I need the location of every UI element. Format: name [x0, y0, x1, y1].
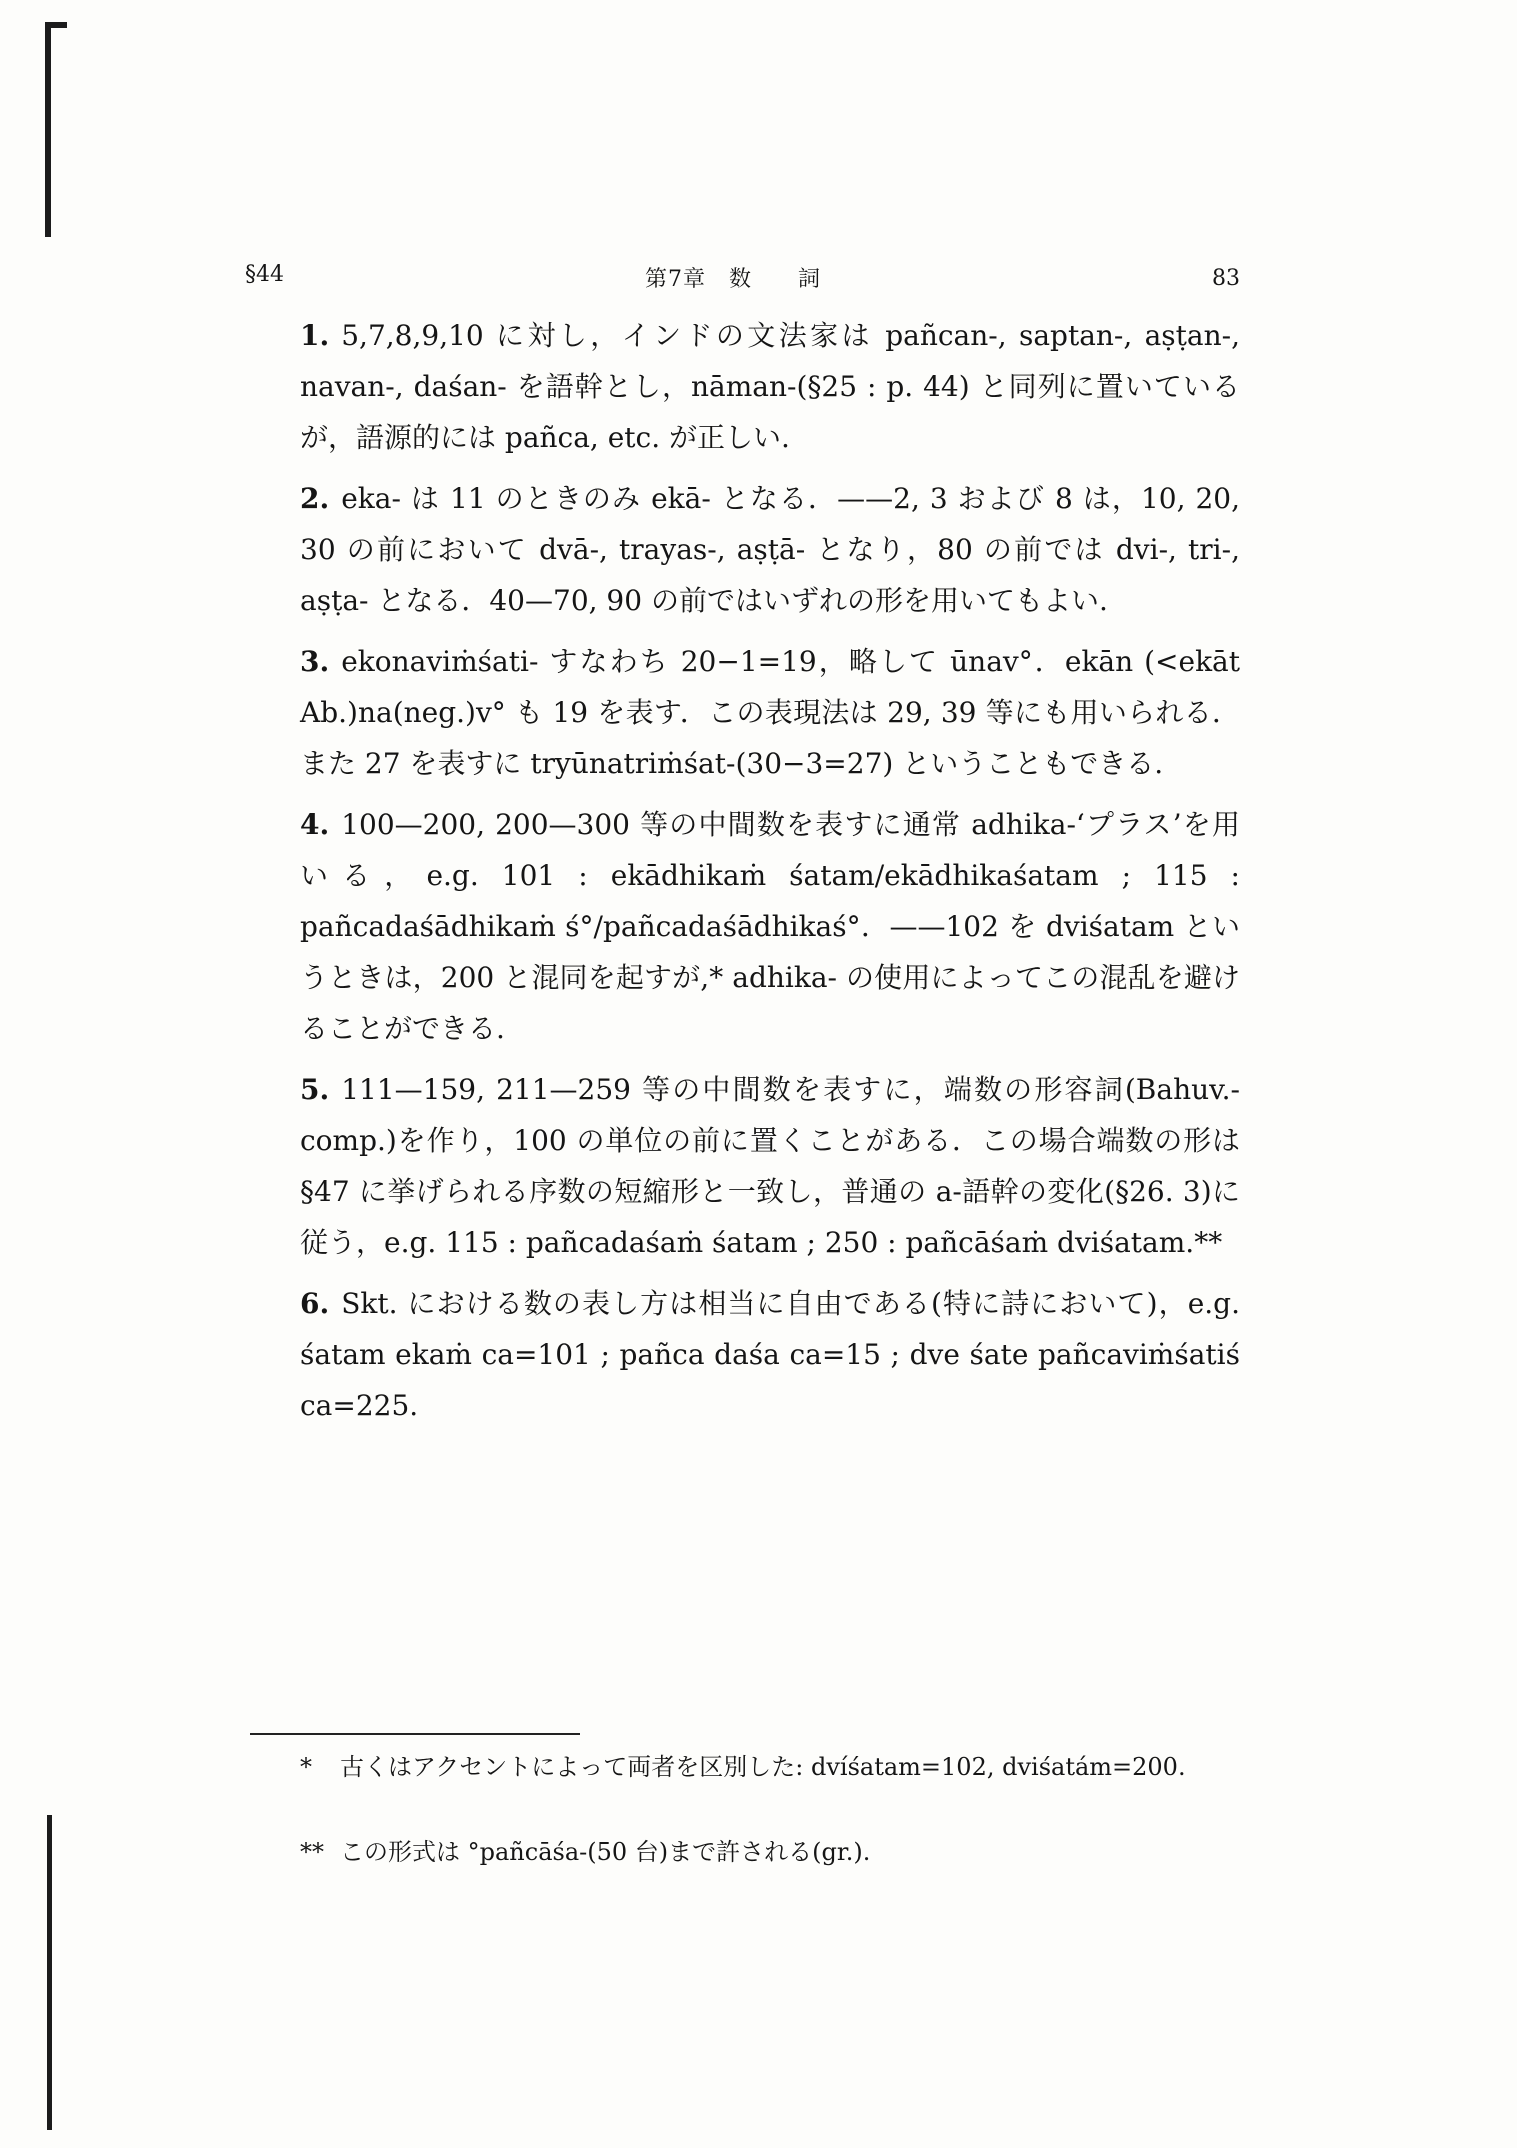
main-text — [300, 310, 1240, 1441]
paragraph-2 — [300, 473, 1240, 626]
paragraph-3 — [300, 636, 1240, 789]
paragraph-text: Skt. における数の表し方は相当に自由である(特に詩において)，e.g. śatam ekaṁ ca=101 ; pañca daśa ca=15 ; dve śate pañcaviṁśatiś ca=225. — [300, 1287, 1240, 1422]
paragraph-text: 111—159, 211—259 等の中間数を表すに，端数の形容詞(Bahuv.-comp.)を作り，100 の単位の前に置くことがある．この場合端数の形は §47 に挙げられる序数の短縮形と一致し，普通の a-語幹の変化(§26. 3)に従う，e.g. 115 : pañcadaśaṁ śatam ; 250 : pañcāśaṁ dviśatam.** — [300, 1073, 1240, 1259]
paragraph-text: 5,7,8,9,10 に対し，インドの文法家は pañcan-, saptan-, aṣṭan-, navan-, daśan- を語幹とし，nāman-(§25 : p. 44) と同列に置いているが，語源的には pañca, etc. が正しい. — [300, 319, 1240, 454]
paragraph-5 — [300, 1064, 1240, 1268]
scan-edge-mark-top-bar — [45, 22, 67, 28]
paragraph-number: 1. — [300, 319, 330, 352]
footnote-text: この形式は °pañcāśa-(50 台)まで許される(gr.). — [340, 1838, 871, 1866]
paragraph-number: 3. — [300, 645, 330, 678]
section-number: §44 — [245, 262, 284, 287]
footnote-divider — [250, 1733, 580, 1735]
footnote-marker: * — [300, 1753, 312, 1781]
footnote-1 — [300, 1750, 1240, 1784]
paragraph-number: 6. — [300, 1287, 330, 1320]
paragraph-text: ekonaviṁśati- すなわち 20−1=19，略して ūnav°．ekān (<ekāt Ab.)na(neg.)v° も 19 を表す．この表現法は 29, 39 等にも用いられる．また 27 を表すに tryūnatriṁśat-(30−3=27) ということもできる. — [300, 645, 1240, 780]
running-header — [245, 262, 1240, 296]
paragraph-6 — [300, 1278, 1240, 1431]
footnote-marker: ** — [300, 1838, 324, 1866]
footnote-2 — [300, 1835, 1240, 1869]
paragraph-text: 100—200, 200—300 等の中間数を表すに通常 adhika-‘プラス’を用いる，e.g. 101 : ekādhikaṁ śatam/ekādhikaśatam ; 115 : pañcadaśādhikaṁ ś°/pañcadaśādhikaś°．——102 を dviśatam というときは，200 と混同を起すが,* adhika- の使用によってこの混乱を避けることができる. — [300, 808, 1240, 1045]
paragraph-number: 2. — [300, 482, 330, 515]
chapter-title: 第7章 数 詞 — [645, 267, 821, 292]
scan-edge-mark-bottom — [47, 1815, 52, 2130]
paragraph-number: 4. — [300, 808, 330, 841]
footnote-text: 古くはアクセントによって両者を区別した: dvíśatam=102, dviśatám=200. — [340, 1753, 1186, 1781]
paragraph-text: eka- は 11 のときのみ ekā- となる．——2, 3 および 8 は，10, 20, 30 の前において dvā-, trayas-, aṣṭā- となり，80 の前では dvi-, tri-, aṣṭa- となる．40—70, 90 の前ではいずれの形を用いてもよい. — [300, 482, 1240, 617]
page-number: 83 — [1212, 266, 1240, 291]
paragraph-number: 5. — [300, 1073, 330, 1106]
paragraph-1 — [300, 310, 1240, 463]
paragraph-4 — [300, 799, 1240, 1054]
scan-edge-mark-top — [45, 22, 51, 237]
